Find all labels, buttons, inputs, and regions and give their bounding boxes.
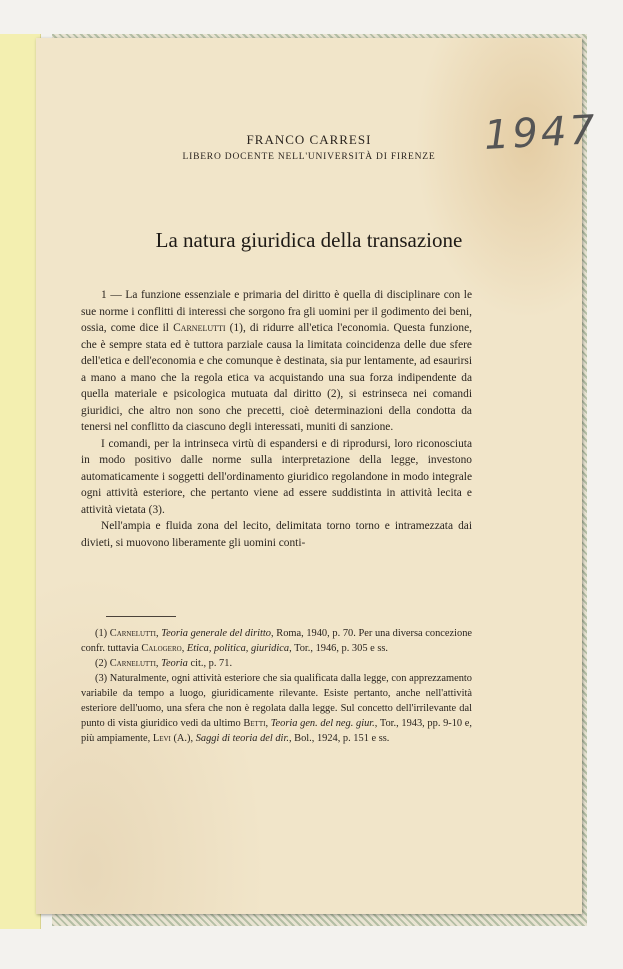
author-affiliation: LIBERO DOCENTE NELL'UNIVERSITÀ DI FIRENZE xyxy=(182,152,436,162)
handwritten-year: 1947 xyxy=(482,107,599,159)
footnotes xyxy=(81,626,472,746)
footnote-1: (1) Carnelutti, Teoria generale del diritto, Roma, 1940, p. 70. Per una diversa concezione confr. tuttavia Calogero, Etica, politica, giuridica, Tor., 1946, p. 305 e ss. xyxy=(81,628,473,654)
body-text xyxy=(81,287,472,551)
paragraph-2: I comandi, per la intrinseca virtù di espandersi e di riprodursi, loro riconosciuta in modo positivo dalle norme sulla interpretazione della legge, investono automaticamente i soggetti dell'ordinamento giuridico regolandone in modo integrale ogni attività esteriore, che pertanto viene ad essere suddistinta in attività lecita e attività vietata (3). xyxy=(81,437,472,516)
author-name: FRANCO CARRESI xyxy=(246,132,372,147)
document-page xyxy=(36,38,599,914)
footnote-2: (2) Carnelutti, Teoria cit., p. 71. xyxy=(95,658,233,669)
yellow-paper-strip xyxy=(0,34,41,929)
paragraph-1: 1 — La funzione essenziale e primaria del diritto è quella di disciplinare con le sue norme i conflitti di interessi che sorgono fra gli uomini per il godimento dei beni, ossia, come dice il Carnelutti (1), di ridurre all'etica l'economia. Questa funzione, che è sempre stata ed è tuttora parziale causa la limitata coincidenza delle due sfere dell'etica e dell'economia e che comunque è destinata, sia pur lentamente, ad esaurirsi a mano a mano che la regola etica va acquistando una sua forza indipendente da quella materiale e psicologica mutuata dal diritto (2), si estrinseca nei comandi giuridici, che altro non sono che precetti, cioè determinazioni della condotta da tenersi nel conflitto da ciascuno degli interessati, muniti di sanzione. xyxy=(81,289,472,433)
cited-author: Carnelutti xyxy=(173,322,226,334)
footnote-divider xyxy=(106,616,176,617)
page-title: La natura giuridica della transazione xyxy=(155,228,463,252)
footnote-3: (3) Naturalmente, ogni attività esteriore che sia qualificata dalla legge, con apprezzamento variabile da tempo a luogo, giuridicamente rilevante. Esiste pertanto, anche nell'attività esteriore dell'uomo, una sfera che non è regolata dalla legge. Sul concetto dell'irrilevante dal punto di vista giuridico vedi da ultimo Betti, Teoria gen. del neg. giur., Tor., 1943, pp. 9-10 e, più ampiamente, Levi (A.), Saggi di teoria del dir., Bol., 1924, p. 151 e ss. xyxy=(81,673,472,744)
paragraph-3: Nell'ampia e fluida zona del lecito, delimitata torno torno e intramezzata dai divieti, si muovono liberamente gli uomini conti- xyxy=(81,520,472,549)
